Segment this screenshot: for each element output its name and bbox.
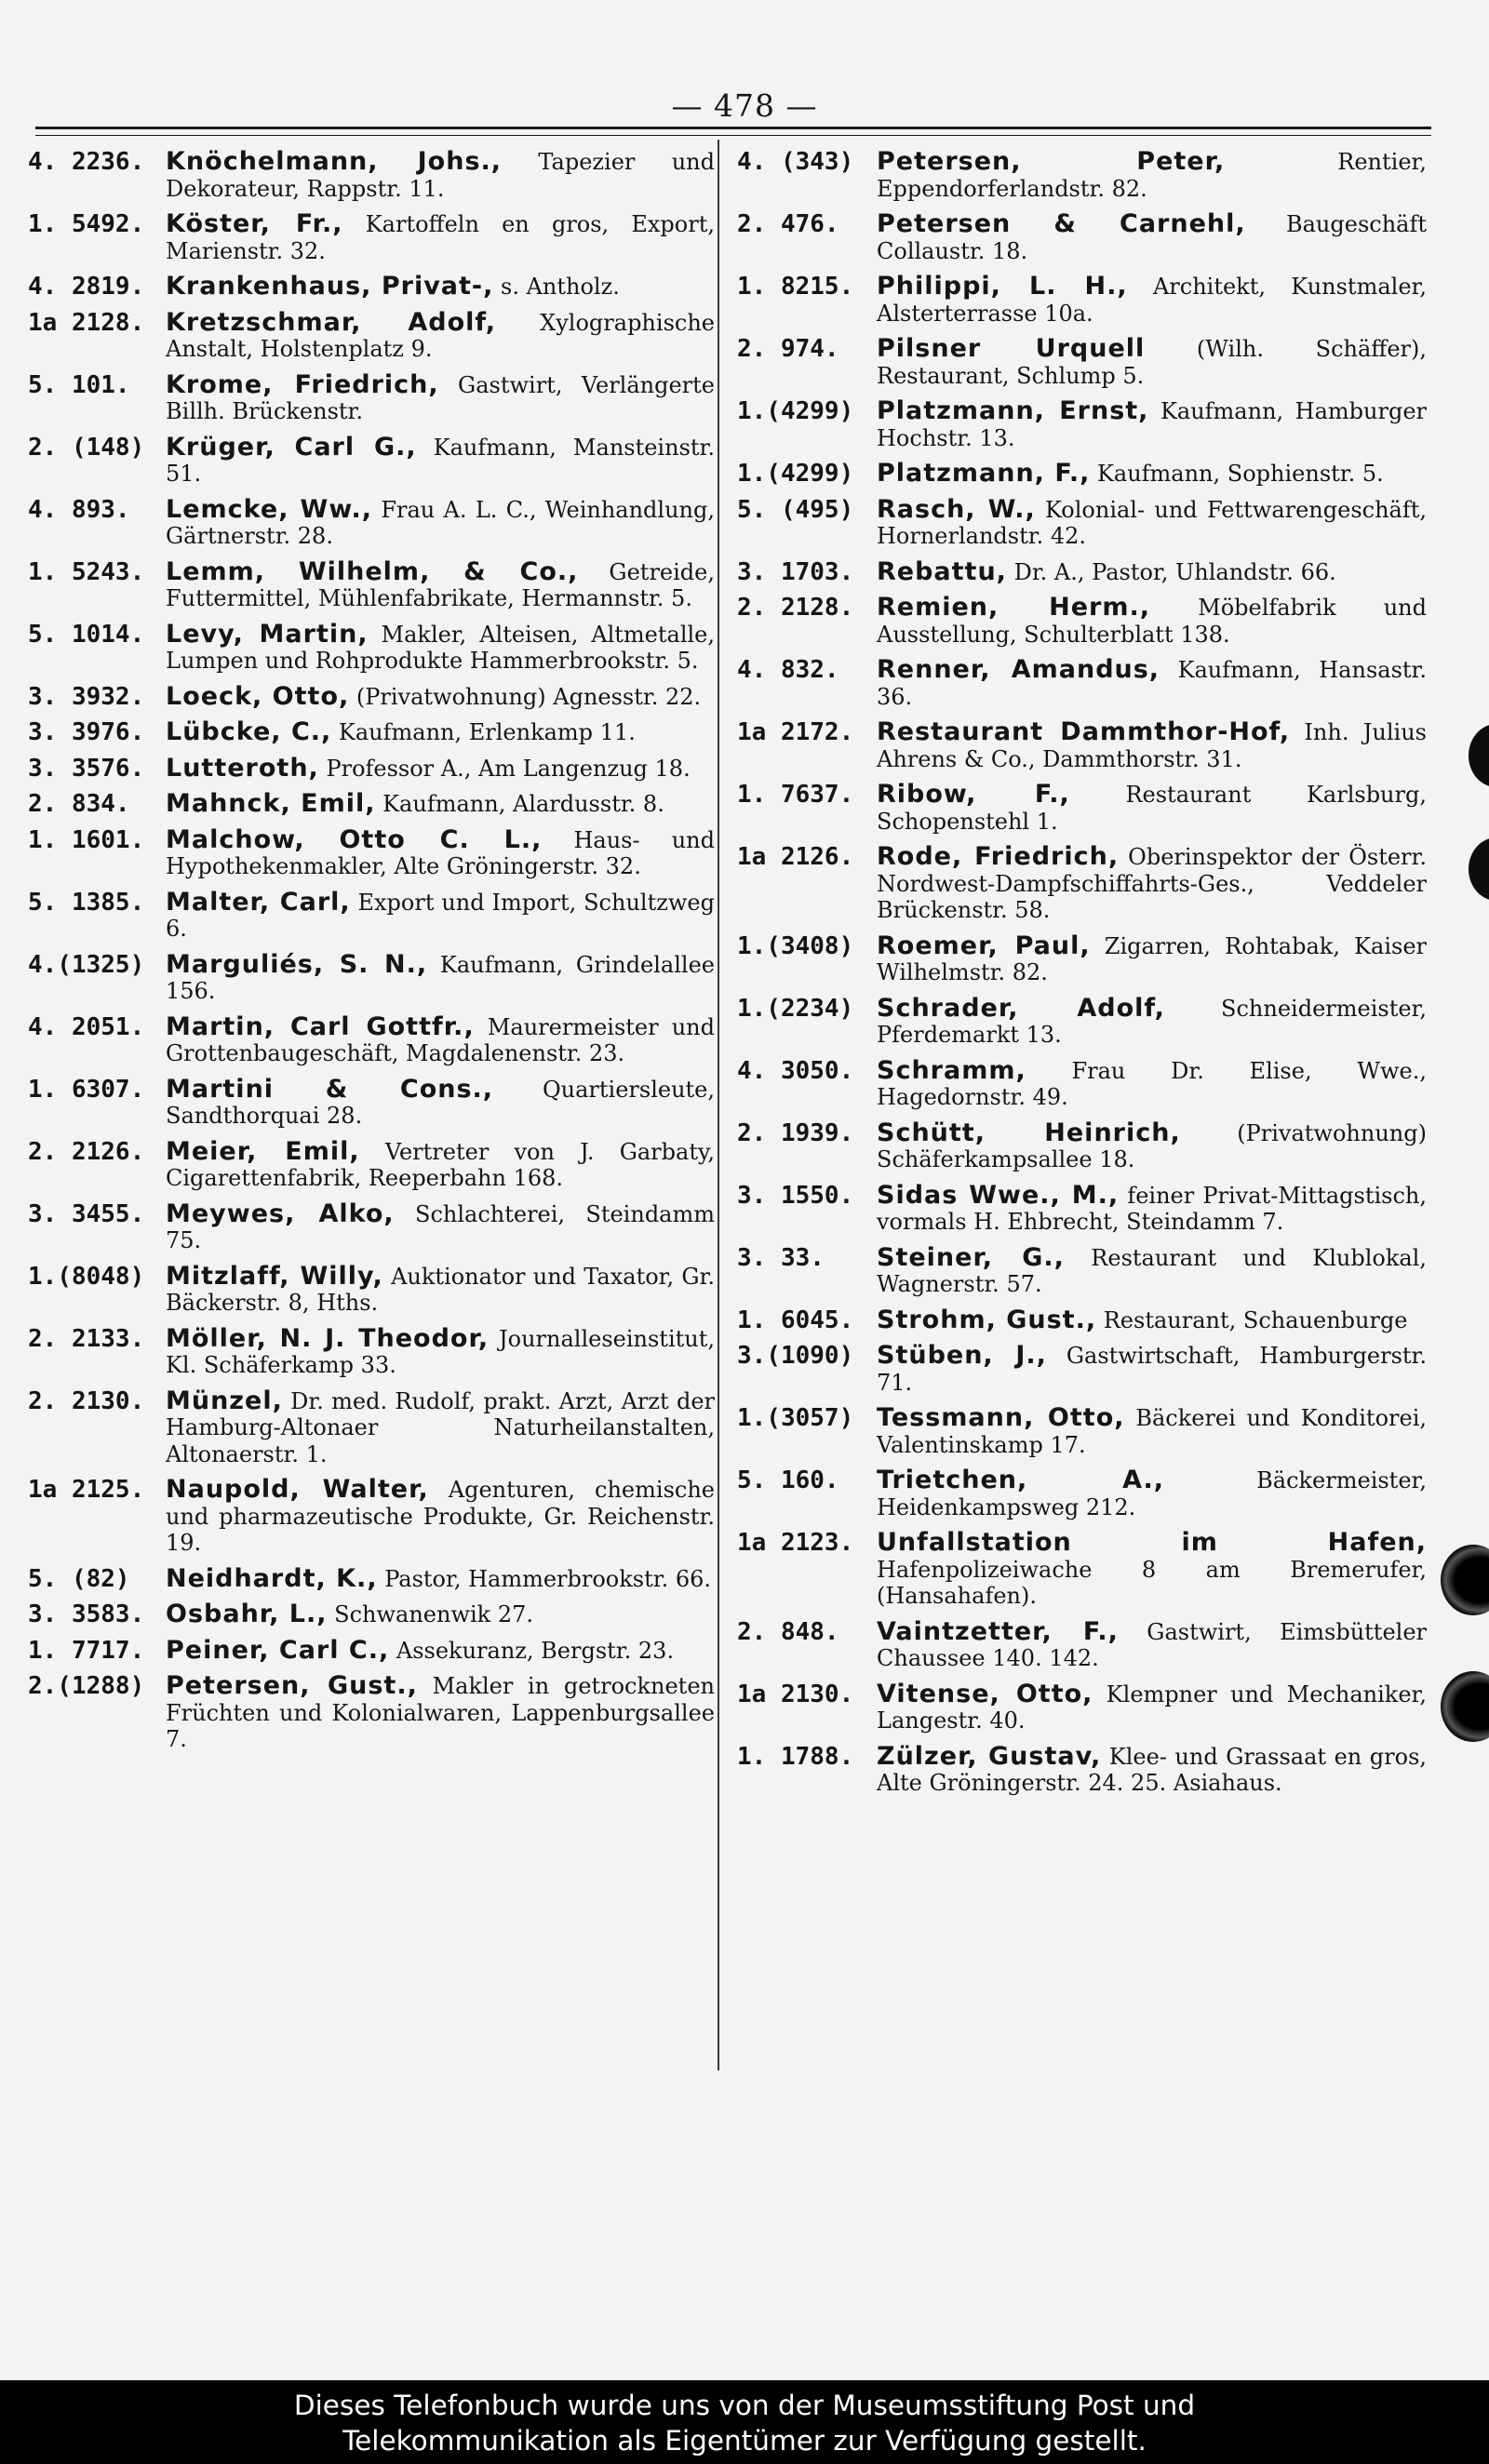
phone-number: 2. 2130.: [28, 1386, 145, 1415]
phone-number: 1.(4299): [737, 460, 854, 488]
phone-number: 1a 2123.: [737, 1529, 854, 1557]
directory-entry: [737, 149, 1430, 202]
subscriber-details: Klee- und Grassaat en gros, Alte Gröningerstr. 24. 25. Asiahaus.: [877, 1743, 1428, 1796]
directory-entry: [28, 619, 718, 675]
footer-line-2: Telekommunikation als Eigentümer zur Verfügung gestellt.: [342, 2425, 1147, 2457]
phone-number: 1a 2125.: [28, 1476, 145, 1504]
entry-text: [877, 933, 1430, 986]
subscriber-details: Maurermeister und Grottenbaugeschäft, Magdalenenstr. 23.: [166, 1013, 715, 1066]
subscriber-name: Ribow, F.,: [877, 780, 1070, 809]
entry-text: [877, 1120, 1430, 1173]
subscriber-name: Malter, Carl,: [166, 887, 351, 917]
entry-text: [877, 274, 1430, 327]
entry-text: [877, 398, 1430, 451]
directory-entry: [737, 556, 1430, 586]
subscriber-name: Rode, Friedrich,: [877, 842, 1120, 871]
subscriber-name: Philippi, L. H.,: [877, 272, 1128, 301]
subscriber-details: Gastwirt, Eimsbütteler Chaussee 140. 142.: [877, 1618, 1427, 1671]
directory-entry: [737, 719, 1430, 772]
subscriber-name: Remien, Herm.,: [877, 593, 1151, 622]
phone-number: 3. 3976.: [28, 718, 145, 746]
directory-entry: [28, 494, 718, 550]
entry-text: [166, 494, 718, 550]
subscriber-name: Mitzlaff, Willy,: [166, 1261, 383, 1291]
header-rule-thin: [35, 135, 1431, 136]
subscriber-details: Xylographische Anstalt, Holstenplatz 9.: [166, 309, 715, 362]
subscriber-details: Auktionator und Taxator, Gr. Bäckerstr. 8, Hths.: [166, 1263, 716, 1316]
subscriber-details: Schneidermeister, Pferdemarkt 13.: [877, 995, 1428, 1048]
subscriber-details: Baugeschäft Collaustr. 18.: [877, 211, 1428, 264]
phone-number: 4. 3050.: [737, 1056, 854, 1085]
subscriber-name: Meier, Emil,: [166, 1136, 360, 1166]
entry-text: [166, 1201, 718, 1254]
subscriber-name: Schramm,: [877, 1055, 1026, 1085]
entry-text: [166, 1388, 718, 1468]
subscriber-name: Petersen, Gust.,: [166, 1671, 418, 1700]
subscriber-details: Kartoffeln en gros, Export, Marienstr. 32.: [166, 211, 715, 264]
entry-text: [877, 844, 1430, 924]
subscriber-details: Restaurant Karlsburg, Schopenstehl 1.: [877, 782, 1427, 835]
subscriber-details: Bäckerei und Konditorei, Valentinskamp 17.: [877, 1405, 1428, 1458]
directory-entry: [28, 1388, 718, 1468]
punch-hole: [1469, 837, 1489, 901]
subscriber-name: Möller, N. J. Theodor,: [166, 1323, 490, 1353]
footer-line-1: Dieses Telefonbuch wurde uns von der Museumsstiftung Post und: [293, 2390, 1196, 2421]
right-column: [737, 149, 1430, 1806]
entry-text: [877, 1242, 1430, 1298]
entry-text: [877, 1741, 1430, 1797]
phone-number: 2. 2133.: [28, 1324, 145, 1353]
directory-entry: [737, 1055, 1430, 1111]
subscriber-details: Kaufmann, Erlenkamp 11.: [331, 719, 636, 745]
phone-number: 4. 2051.: [28, 1012, 145, 1041]
directory-entry: [28, 1011, 718, 1067]
directory-entry: [737, 1681, 1430, 1734]
page-number: — 478 —: [671, 87, 818, 124]
subscriber-name: Zülzer, Gustav,: [877, 1741, 1102, 1771]
phone-number: 1. 8215.: [737, 273, 854, 301]
subscriber-name: Unfallstation im Hafen,: [877, 1528, 1427, 1557]
subscriber-name: Platzmann, Ernst,: [877, 396, 1149, 425]
phone-number: 1. 5492.: [28, 210, 145, 238]
subscriber-details: Klempner und Mechaniker, Langestr. 40.: [877, 1681, 1427, 1734]
directory-entry: [28, 1323, 718, 1379]
phone-number: 1a 2128.: [28, 308, 145, 337]
subscriber-details: Gastwirt, Verlängerte Billh. Brückenstr.: [166, 371, 716, 424]
entry-text: [166, 753, 718, 783]
entry-text: [166, 369, 718, 425]
subscriber-name: Tessmann, Otto,: [877, 1403, 1125, 1432]
directory-entry: [737, 993, 1430, 1049]
phone-number: 2. 974.: [737, 335, 839, 363]
subscriber-name: Schrader, Adolf,: [877, 993, 1165, 1023]
subscriber-name: Mahnck, Emil,: [166, 789, 376, 818]
subscriber-details: Restaurant, Schauenburge: [1096, 1306, 1408, 1333]
phone-number: 5. (495): [737, 495, 854, 524]
entry-text: [166, 432, 718, 488]
subscriber-details: Oberinspektor der Österr. Nordwest-Dampfschiffahrts-Ges., Veddeler Brückenstr. 58.: [877, 844, 1427, 923]
entry-text: [166, 681, 718, 711]
subscriber-name: Petersen & Carnehl,: [877, 209, 1246, 238]
directory-entry: [737, 1343, 1430, 1396]
subscriber-details: Professor A., Am Langenzug 18.: [318, 755, 691, 782]
subscriber-details: Kaufmann, Sophienstr. 5.: [1090, 461, 1384, 487]
phone-number: 4. 2236.: [28, 148, 145, 176]
subscriber-details: Frau Dr. Elise, Wwe., Hagedornstr. 49.: [877, 1057, 1427, 1110]
directory-entry: [28, 1074, 718, 1130]
subscriber-details: Frau A. L. C., Weinhandlung, Gärtnerstr. 28.: [166, 496, 715, 549]
subscriber-details: Makler in getrockneten Früchten und Kolonialwaren, Lappenburgsallee 7.: [166, 1673, 715, 1752]
directory-entry: [737, 211, 1430, 264]
directory-entry: [737, 1307, 1430, 1334]
directory-entry: [737, 844, 1430, 924]
subscriber-name: Marguliés, S. N.,: [166, 949, 428, 979]
subscriber-details: Kaufmann, Hansastr. 36.: [877, 657, 1427, 710]
subscriber-name: Schütt, Heinrich,: [877, 1118, 1181, 1147]
entry-text: [166, 824, 718, 880]
phone-number: 3. 3576.: [28, 754, 145, 783]
entry-text: [166, 887, 718, 943]
phone-number: 1. 6307.: [28, 1075, 145, 1104]
subscriber-details: Möbelfabrik und Ausstellung, Schulterblatt 138.: [877, 595, 1428, 648]
subscriber-details: Schlachterei, Steindamm 75.: [166, 1200, 716, 1253]
phone-number: 3. 33.: [737, 1243, 825, 1272]
subscriber-details: Pastor, Hammerbrookstr. 66.: [377, 1565, 712, 1592]
entry-text: [877, 993, 1430, 1049]
directory-entry: [28, 824, 718, 880]
directory-entry: [28, 211, 718, 264]
entry-text: [877, 149, 1430, 202]
phone-number: 2. 834.: [28, 790, 130, 818]
subscriber-name: Roemer, Paul,: [877, 931, 1091, 960]
subscriber-details: Hafenpolizeiwache 8 am Bremerufer, (Hansahafen).: [877, 1556, 1427, 1609]
subscriber-name: Münzel,: [166, 1386, 283, 1415]
subscriber-name: Rasch, W.,: [877, 494, 1036, 524]
entry-text: [877, 1616, 1430, 1672]
entry-text: [877, 1180, 1430, 1236]
entry-text: [166, 149, 718, 202]
directory-entry: [737, 657, 1430, 710]
phone-number: 2.(1288): [28, 1672, 145, 1700]
entry-text: [166, 556, 718, 612]
entry-text: [166, 1261, 718, 1317]
subscriber-name: Sidas Wwe., M.,: [877, 1180, 1120, 1210]
phone-number: 2. 848.: [737, 1617, 839, 1646]
directory-entry: [28, 791, 718, 818]
subscriber-name: Strohm, Gust.,: [877, 1305, 1097, 1334]
entry-text: [877, 1681, 1430, 1734]
subscriber-details: Dr. med. Rudolf, prakt. Arzt, Arzt der Hamburg-Altonaer Naturheilanstalten, Altonaerstr. 1.: [166, 1387, 715, 1467]
directory-entry: [737, 1120, 1430, 1173]
subscriber-name: Restaurant Dammthor-Hof,: [877, 717, 1291, 746]
entry-text: [877, 595, 1430, 648]
entry-text: [877, 1530, 1430, 1610]
phone-number: 1a 2172.: [737, 718, 854, 746]
subscriber-name: Lemm, Wilhelm, & Co.,: [166, 556, 579, 586]
entry-text: [877, 336, 1430, 389]
subscriber-name: Peiner, Carl C.,: [166, 1635, 390, 1665]
left-column: [28, 149, 718, 1762]
phone-number: 4. 2819.: [28, 273, 145, 301]
subscriber-details: Kaufmann, Grindelallee 156.: [166, 951, 715, 1004]
subscriber-name: Lutteroth,: [166, 753, 319, 783]
subscriber-name: Steiner, G.,: [877, 1242, 1065, 1272]
directory-entry: [737, 1467, 1430, 1520]
directory-entry: [28, 274, 718, 301]
directory-entry: [28, 307, 718, 363]
directory-entry: [28, 1201, 718, 1254]
subscriber-details: feiner Privat-Mittagstisch, vormals H. Ehbrecht, Steindamm 7.: [877, 1182, 1427, 1235]
phone-number: 5. (82): [28, 1564, 130, 1593]
directory-entry: [28, 369, 718, 425]
subscriber-name: Krüger, Carl G.,: [166, 432, 417, 462]
entry-text: [166, 791, 718, 818]
phone-number: 4.(1325): [28, 950, 145, 979]
entry-text: [877, 461, 1430, 488]
directory-entry: [737, 595, 1430, 648]
subscriber-details: Kaufmann, Alardusstr. 8.: [375, 791, 664, 817]
phone-number: 2. 2126.: [28, 1137, 145, 1166]
entry-text: [166, 1477, 718, 1557]
directory-entry: [28, 149, 718, 202]
phone-number: 2. 2128.: [737, 594, 854, 622]
subscriber-details: Quartiersleute, Sandthorquai 28.: [166, 1076, 716, 1129]
phone-number: 2. 476.: [737, 210, 839, 238]
phone-number: 4. 893.: [28, 495, 130, 524]
subscriber-details: s. Antholz.: [493, 274, 620, 300]
binding-ring: [1441, 1545, 1489, 1615]
entry-text: [166, 619, 718, 675]
phone-number: 4. (343): [737, 148, 854, 176]
directory-entry: [737, 1180, 1430, 1236]
directory-entry: [737, 336, 1430, 389]
subscriber-details: Zigarren, Rohtabak, Kaiser Wilhelmstr. 82.: [877, 932, 1427, 985]
phone-number: 3. 3583.: [28, 1600, 145, 1628]
phone-number: 1.(8048): [28, 1262, 145, 1291]
entry-text: [166, 1136, 718, 1192]
entry-text: [166, 1011, 718, 1067]
subscriber-name: Renner, Amandus,: [877, 655, 1160, 684]
entry-text: [877, 1343, 1430, 1396]
subscriber-name: Kretzschmar, Adolf,: [166, 307, 496, 337]
subscriber-details: Bäckermeister, Heidenkampsweg 212.: [877, 1467, 1427, 1520]
phone-number: 5. 1014.: [28, 620, 145, 649]
subscriber-details: Architekt, Kunstmaler, Alsterterrasse 10a.: [877, 274, 1427, 327]
phone-number: 1.(3408): [737, 931, 854, 960]
phone-number: 1. 7717.: [28, 1636, 145, 1665]
binding-ring: [1441, 1671, 1489, 1742]
subscriber-details: (Wilh. Schäffer), Restaurant, Schlump 5.: [877, 336, 1427, 389]
directory-entry: [737, 1616, 1430, 1672]
directory-entry: [737, 398, 1430, 451]
directory-entry: [737, 782, 1430, 835]
entry-text: [877, 1467, 1430, 1520]
subscriber-name: Platzmann, F.,: [877, 459, 1091, 488]
directory-entry: [28, 949, 718, 1005]
phone-number: 4. 832.: [737, 656, 839, 684]
subscriber-name: Neidhardt, K.,: [166, 1563, 378, 1593]
phone-number: 1. 5243.: [28, 557, 145, 586]
subscriber-name: Malchow, Otto C. L.,: [166, 824, 543, 854]
subscriber-name: Martini & Cons.,: [166, 1074, 494, 1104]
phone-number: 1.(4299): [737, 397, 854, 425]
phone-number: 5. 1385.: [28, 888, 145, 917]
phone-number: 1. 6045.: [737, 1306, 854, 1334]
phone-number: 5. 101.: [28, 370, 130, 399]
footer-notice: [0, 2380, 1489, 2464]
subscriber-details: Dr. A., Pastor, Uhlandstr. 66.: [1006, 558, 1336, 585]
entry-text: [166, 307, 718, 363]
phone-number: 1.(2234): [737, 994, 854, 1023]
entry-text: [166, 1323, 718, 1379]
directory-entry: [28, 1136, 718, 1192]
phone-number: 3. 1703.: [737, 557, 854, 586]
directory-entry: [28, 1261, 718, 1317]
phone-number: 1. 7637.: [737, 781, 854, 809]
subscriber-details: Agenturen, chemische und pharmazeutische Produkte, Gr. Reichenstr. 19.: [166, 1477, 715, 1556]
phone-number: 2. (148): [28, 433, 145, 462]
directory-entry: [737, 1741, 1430, 1797]
entry-text: [877, 1405, 1430, 1458]
subscriber-details: Vertreter von J. Garbaty, Cigarettenfabrik, Reeperbahn 168.: [166, 1138, 715, 1191]
subscriber-details: Restaurant und Klublokal, Wagnerstr. 57.: [877, 1244, 1427, 1297]
entry-text: [877, 1055, 1430, 1111]
entry-text: [877, 494, 1430, 550]
directory-entry: [28, 681, 718, 711]
subscriber-name: Lemcke, Ww.,: [166, 494, 373, 524]
phone-number: 3.(1090): [737, 1342, 854, 1370]
directory-entry: [28, 1635, 718, 1665]
directory-entry: [737, 1530, 1430, 1610]
phone-number: 2. 1939.: [737, 1118, 854, 1147]
entry-text: [166, 274, 718, 301]
phone-number: 1. 1601.: [28, 825, 145, 854]
directory-entry: [28, 1673, 718, 1753]
entry-text: [877, 719, 1430, 772]
entry-text: [166, 211, 718, 264]
subscriber-name: Köster, Fr.,: [166, 209, 343, 238]
directory-entry: [28, 1563, 718, 1593]
phone-number: 1a 2126.: [737, 843, 854, 871]
entry-text: [166, 1601, 718, 1628]
directory-entry: [28, 1601, 718, 1628]
subscriber-name: Trietchen, A.,: [877, 1466, 1165, 1494]
entry-text: [166, 1074, 718, 1130]
subscriber-name: Vaintzetter, F.,: [877, 1616, 1119, 1646]
phone-number: 1.(3057): [737, 1404, 854, 1432]
directory-entry: [737, 494, 1430, 550]
entry-text: [877, 657, 1430, 710]
subscriber-details: Journalleseinstitut, Kl. Schäferkamp 33.: [166, 1325, 715, 1378]
directory-entry: [737, 1242, 1430, 1298]
directory-entry: [737, 1405, 1430, 1458]
subscriber-name: Loeck, Otto,: [166, 681, 350, 711]
entry-text: [877, 1307, 1430, 1334]
subscriber-name: Lübcke, C.,: [166, 717, 332, 746]
subscriber-name: Vitense, Otto,: [877, 1679, 1093, 1708]
directory-entry: [28, 719, 718, 746]
punch-hole: [1469, 724, 1489, 787]
subscriber-name: Knöchelmann, Johs.,: [166, 147, 503, 176]
directory-entry: [28, 887, 718, 943]
entry-text: [166, 1635, 718, 1665]
subscriber-name: Krankenhaus, Privat-,: [166, 272, 494, 301]
entry-text: [166, 949, 718, 1005]
subscriber-name: Levy, Martin,: [166, 619, 369, 649]
subscriber-details: Kaufmann, Hamburger Hochstr. 13.: [877, 398, 1427, 451]
subscriber-details: Haus- und Hypothekenmakler, Alte Gröningerstr. 32.: [166, 826, 716, 879]
subscriber-details: (Privatwohnung) Schäferkampsallee 18.: [877, 1119, 1427, 1172]
phone-number: 1a 2130.: [737, 1680, 854, 1708]
subscriber-name: Naupold, Walter,: [166, 1475, 429, 1504]
subscriber-name: Rebattu,: [877, 556, 1007, 586]
directory-entry: [28, 1477, 718, 1557]
subscriber-details: Gastwirtschaft, Hamburgerstr. 71.: [877, 1343, 1428, 1396]
phone-number: 3. 3455.: [28, 1199, 145, 1228]
directory-entry: [737, 933, 1430, 986]
subscriber-details: Tapezier und Dekorateur, Rappstr. 11.: [166, 149, 715, 202]
directory-entry: [28, 556, 718, 612]
entry-text: [877, 556, 1430, 586]
subscriber-name: Pilsner Urquell: [877, 334, 1146, 363]
phone-number: 3. 3932.: [28, 682, 145, 711]
subscriber-details: Export und Import, Schultzweg 6.: [166, 889, 715, 942]
phone-number: 5. 160.: [737, 1466, 839, 1494]
entry-text: [166, 1563, 718, 1593]
subscriber-details: Kaufmann, Mansteinstr. 51.: [166, 434, 715, 487]
subscriber-name: Petersen, Peter,: [877, 147, 1226, 176]
subscriber-details: Makler, Alteisen, Altmetalle, Lumpen und Rohprodukte Hammerbrookstr. 5.: [166, 621, 715, 674]
subscriber-details: Inh. Julius Ahrens & Co., Dammthorstr. 31.: [877, 719, 1427, 772]
phone-number: 3. 1550.: [737, 1181, 854, 1210]
directory-entry: [28, 753, 718, 783]
subscriber-name: Martin, Carl Gottfr.,: [166, 1011, 475, 1041]
subscriber-name: Stüben, J.,: [877, 1341, 1047, 1370]
directory-entry: [737, 461, 1430, 488]
phone-number: 1. 1788.: [737, 1742, 854, 1771]
subscriber-details: Kolonial- und Fettwarengeschäft, Hornerlandstr. 42.: [877, 496, 1427, 549]
subscriber-name: Krome, Friedrich,: [166, 369, 439, 399]
subscriber-name: Osbahr, L.,: [166, 1600, 328, 1628]
directory-entry: [737, 274, 1430, 327]
subscriber-details: Assekuranz, Bergstr. 23.: [389, 1637, 675, 1664]
entry-text: [877, 211, 1430, 264]
entry-text: [166, 1673, 718, 1753]
subscriber-details: Schwanenwik 27.: [327, 1601, 534, 1627]
entry-text: [877, 782, 1430, 835]
subscriber-details: Getreide, Futtermittel, Mühlenfabrikate, Hermannstr. 5.: [166, 558, 715, 611]
subscriber-name: Meywes, Alko,: [166, 1199, 395, 1228]
directory-entry: [28, 432, 718, 488]
subscriber-details: Rentier, Eppendorferlandstr. 82.: [877, 149, 1427, 202]
header-rule: [35, 127, 1431, 129]
entry-text: [166, 719, 718, 746]
subscriber-details: (Privatwohnung) Agnesstr. 22.: [349, 683, 702, 710]
